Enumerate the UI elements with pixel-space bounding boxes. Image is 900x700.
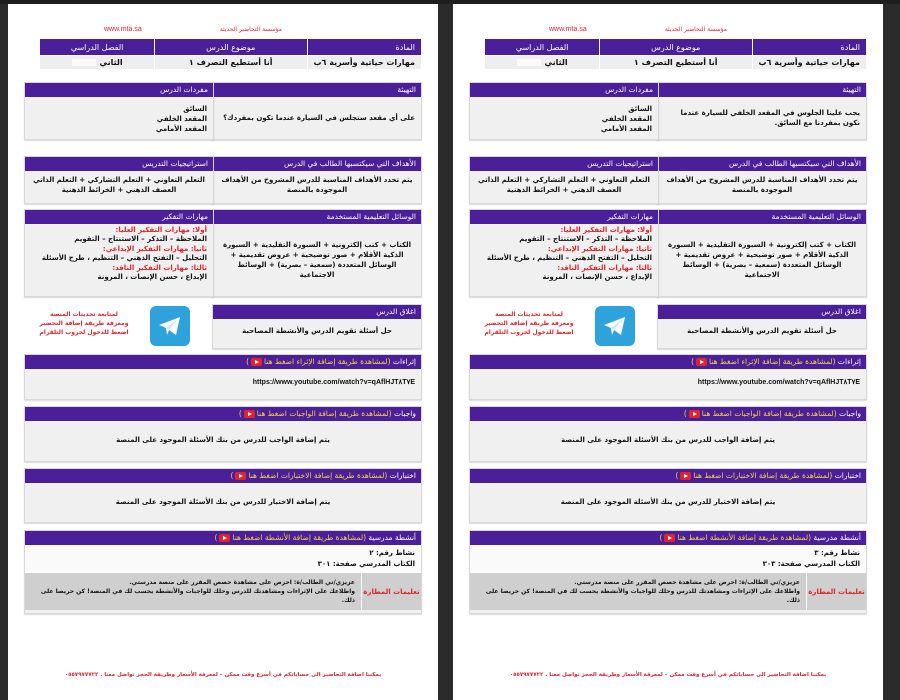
closing-text: حل أسئلة تقويم الدرس والأنشطة المصاحبة	[242, 327, 392, 335]
org-name: مؤسسة التحاضير الحديثة	[219, 26, 282, 33]
homework-header	[25, 407, 421, 421]
homework-link-text: (لمشاهدة طريقة إضافة الواجبات اضغط هنا	[256, 409, 392, 418]
strategies-text: التعلم التعاوني + التعلم التشاركي + التعلم الذاتي العصف الذهني + الخرائط الذهنية	[478, 176, 650, 195]
vocab-box	[24, 82, 214, 140]
youtube-icon	[680, 472, 691, 480]
homework-video-link[interactable]	[684, 409, 837, 418]
telegram-line: لمتابعة تحديثات المنصة	[495, 311, 563, 318]
closing-title: اغلاق الدرس	[658, 305, 866, 319]
activities-label: أنشطة مدرسية	[813, 533, 861, 542]
tests-label: اختبارات	[389, 471, 416, 480]
tests-text: يتم إضافة الاختبار للدرس من بنك الأسئلة الموجود على المنصة	[115, 498, 331, 506]
activity-details	[25, 545, 421, 572]
tests-link-text: (لمشاهدة طريقة إضافة الاختبارات اضغط هنا	[248, 471, 388, 480]
lesson-plan-page	[453, 4, 883, 700]
objectives-title: الأهداف التي سيكتسبها الطالب في الدرس	[213, 157, 421, 171]
activities-box	[24, 530, 422, 614]
enrichment-label: إثراءات	[392, 357, 416, 366]
paren-close: )	[230, 471, 234, 480]
telegram-icon	[158, 316, 182, 336]
strategies-title: استراتيجيات التدريس	[470, 157, 658, 171]
activities-header	[470, 531, 866, 545]
enrichment-box	[469, 354, 867, 400]
vocab-list	[25, 97, 213, 138]
notes-row	[470, 572, 866, 610]
paren-close: )	[683, 409, 687, 418]
enrichment-header	[470, 355, 866, 369]
warmup-box	[212, 82, 422, 140]
telegram-button[interactable]	[150, 306, 190, 346]
enrichment-header	[25, 355, 421, 369]
homework-video-link[interactable]	[239, 409, 392, 418]
redacted-patch	[72, 59, 96, 66]
warmup-box	[657, 82, 867, 140]
tests-video-link[interactable]	[230, 471, 387, 480]
thinking-heading: أولا: مهارات التفكير العليا:	[115, 226, 207, 234]
warmup-text: يجب علينا الجلوس في المقعد الخلفي للسيارة عندما نكون بمفردنا مع السائق.	[680, 108, 860, 127]
semester-header: الفصل الدراسي	[485, 39, 600, 56]
vocab-box	[469, 82, 659, 140]
semester-cell	[40, 56, 155, 70]
thinking-heading: ثانيا: مهارات التفكير الإبداعي:	[547, 244, 652, 253]
thinking-heading: ثانيا: مهارات التفكير الإبداعي:	[102, 244, 207, 253]
closing-box	[212, 304, 422, 349]
enrichment-link-text: (لمشاهدة طريقة إضافة الإثراء اضغط هنا	[709, 357, 836, 366]
paren-close: )	[659, 533, 663, 542]
vocab-item: المقعد الأمامي	[600, 125, 652, 134]
objectives-box	[657, 156, 867, 204]
objectives-text: يتم تحدد الأهداف المناسبة للدرس المشروح من الأهداف الموجودة بالمنصة	[221, 176, 413, 195]
lesson-plan-page	[8, 4, 438, 700]
warmup-title: التهيئة	[213, 83, 421, 97]
thinking-heading: ثالثا: مهارات التفكير الناقد:	[557, 263, 652, 272]
activities-link-text: (لمشاهدة طريقة إضافة الأنشطة اضغط هنا	[232, 533, 367, 542]
strategies-box	[24, 156, 214, 204]
youtube-icon	[251, 358, 262, 366]
tests-label: اختبارات	[834, 471, 861, 480]
site-link[interactable]: www.mta.sa	[104, 26, 142, 33]
enrichment-url[interactable]: https://www.youtube.com/watch?v=qAflHJT٨T٧E	[697, 379, 860, 386]
page-header	[469, 24, 867, 36]
youtube-icon	[219, 534, 230, 542]
page-footer: يمكننا اضافة التحاضير الى حساباتكم في أسرع وقت ممكن – لمعرفة الأسعار وطريقة الحجز تواصل معنا . ٠٥٥٧٩٧٧٧٢٢	[64, 672, 382, 678]
enrichment-video-link[interactable]	[691, 357, 835, 366]
thinking-skills: الإبداع ، حسن الإنصات ، المرونة	[542, 273, 652, 282]
telegram-line: لمتابعة تحديثات المنصة	[50, 311, 118, 318]
semester-value: الثاني	[99, 58, 123, 67]
topic-header: موضوع الدرس	[154, 39, 307, 56]
subject-header: المادة	[752, 39, 866, 56]
telegram-line: ومعرفة طريقة إضافة التحضير	[484, 320, 574, 327]
homework-label: واجبات	[839, 409, 861, 418]
aids-box	[212, 209, 422, 297]
enrichment-link-text: (لمشاهدة طريقة إضافة الإثراء اضغط هنا	[264, 357, 391, 366]
thinking-box	[24, 209, 214, 297]
topic-value: أنا أستطيع التصرف ١	[154, 56, 307, 70]
youtube-icon	[689, 410, 700, 418]
paren-close: )	[214, 533, 218, 542]
notes-line: عزيزي/تي الطالب/ة: احرص على مشاهدة حصص المقرر على منصة مدرستي.	[574, 579, 800, 586]
book-page: الكتاب المدرسي صفحة: ٣٠٣	[762, 559, 860, 568]
vocab-title: مفردات الدرس	[470, 83, 658, 97]
vocab-list	[470, 97, 658, 138]
homework-label: واجبات	[394, 409, 416, 418]
telegram-button[interactable]	[595, 306, 635, 346]
vocab-item: المقعد الأمامي	[155, 125, 207, 134]
thinking-heading: أولا: مهارات التفكير العليا:	[560, 226, 652, 234]
lesson-info-table	[39, 38, 422, 70]
tests-text: يتم إضافة الاختبار للدرس من بنك الأسئلة الموجود على المنصة	[560, 498, 776, 506]
closing-text: حل أسئلة تقويم الدرس والأنشطة المصاحبة	[687, 327, 837, 335]
youtube-icon	[664, 534, 675, 542]
topic-header: موضوع الدرس	[599, 39, 752, 56]
aids-title: الوسائل التعليمية المستخدمة	[658, 210, 866, 224]
vocab-item: السائق	[628, 105, 652, 113]
homework-text: يتم إضافة الواجب للدرس من بنك الأسئلة الموجود على المنصة	[561, 436, 775, 444]
lesson-info-table	[484, 38, 867, 70]
tests-header	[470, 469, 866, 483]
activity-number: نشاط رقم: ٣	[814, 549, 860, 557]
notes-text	[25, 573, 361, 610]
tests-link-text: (لمشاهدة طريقة إضافة الاختبارات اضغط هنا	[693, 471, 833, 480]
thinking-skills: الإبداع ، حسن الإنصات ، المرونة	[97, 273, 207, 282]
vocab-item: السائق	[183, 105, 207, 113]
subject-value: مهارات حياتية وأسرية ٦ب	[752, 56, 866, 70]
paren-close: )	[238, 409, 242, 418]
org-name: مؤسسة التحاضير الحديثة	[664, 26, 727, 33]
paren-close: )	[675, 471, 679, 480]
semester-header: الفصل الدراسي	[40, 39, 155, 56]
page-header	[24, 24, 422, 36]
warmup-text: على أي مقعد ستجلس في السيارة عندما تكون بمفردك؟	[223, 113, 415, 122]
thinking-title: مهارات التفكير	[470, 210, 658, 224]
telegram-line: اضغط للدخول لجروب التلقرام	[39, 329, 129, 336]
notes-row	[25, 572, 421, 610]
homework-text: يتم إضافة الواجب للدرس من بنك الأسئلة الموجود على المنصة	[116, 436, 330, 444]
closing-box	[657, 304, 867, 349]
closing-title: اغلاق الدرس	[213, 305, 421, 319]
enrichment-url[interactable]: https://www.youtube.com/watch?v=qAflHJT٨T٧E	[252, 379, 415, 386]
thinking-skills: التحليل – التفتح الذهني – التنظيم ، طرح الأسئلة	[486, 254, 652, 263]
aids-box	[657, 209, 867, 297]
redacted-patch	[517, 59, 541, 66]
paren-close: )	[246, 357, 250, 366]
aids-text: الكتاب + كتب إلكترونية + السبورة التقليدية + السبورة الذكية الأقلام + صور توضيحية + عروض تقديمية + الوسائل المتعددة (سمعية – بصرية) + الوسائط الاجتماعية	[667, 240, 857, 280]
paren-close: )	[691, 357, 695, 366]
activities-box	[469, 530, 867, 614]
semester-value: الثاني	[544, 58, 568, 67]
activity-details	[470, 545, 866, 572]
tests-video-link[interactable]	[675, 471, 832, 480]
site-link[interactable]: www.mta.sa	[549, 26, 587, 33]
thinking-lines	[470, 224, 658, 287]
telegram-line: ومعرفة طريقة إضافة التحضير	[39, 320, 129, 327]
tests-box	[24, 468, 422, 523]
notes-line: واطلاعك على الإثراءات ومشاهدتك للدرس وحلك للواجبات والأنشطة يحسب لك في المنصة! كن حريصا على ذلك.	[485, 588, 800, 604]
enrichment-video-link[interactable]	[246, 357, 390, 366]
thinking-lines	[25, 224, 213, 287]
strategies-box	[469, 156, 659, 204]
aids-text: الكتاب + كتب إلكترونية + السبورة التقليدية + السبورة الذكية الأقلام + صور توضيحية + عروض تقديمية + الوسائل المتعددة (سمعية – بصرية) + الوسائط الاجتماعية	[222, 240, 412, 280]
notes-label: تعليمات المطارة	[806, 573, 866, 610]
objectives-title: الأهداف التي سيكتسبها الطالب في الدرس	[658, 157, 866, 171]
telegram-line: اضغط للدخول لجروب التلقرام	[484, 329, 574, 336]
activities-header	[25, 531, 421, 545]
thinking-skills: الملاحظة – التذكر – الاستنتاج – التقويم	[74, 235, 207, 244]
page-footer: يمكننا اضافة التحاضير الى حساباتكم في أسرع وقت ممكن – لمعرفة الأسعار وطريقة الحجز تواصل معنا . ٠٥٥٧٩٧٧٧٢٢	[509, 672, 827, 678]
tests-header	[25, 469, 421, 483]
homework-link-text: (لمشاهدة طريقة إضافة الواجبات اضغط هنا	[701, 409, 837, 418]
enrichment-label: إثراءات	[837, 357, 861, 366]
activities-link-text: (لمشاهدة طريقة إضافة الأنشطة اضغط هنا	[677, 533, 812, 542]
objectives-text: يتم تحدد الأهداف المناسبة للدرس المشروح من الأهداف الموجودة بالمنصة	[666, 176, 858, 195]
youtube-icon	[696, 358, 707, 366]
strategies-title: استراتيجيات التدريس	[25, 157, 213, 171]
vocab-title: مفردات الدرس	[25, 83, 213, 97]
homework-header	[470, 407, 866, 421]
aids-title: الوسائل التعليمية المستخدمة	[213, 210, 421, 224]
youtube-icon	[244, 410, 255, 418]
subject-header: المادة	[307, 39, 421, 56]
tests-box	[469, 468, 867, 523]
vocab-item: المقعد الخلفي	[601, 115, 652, 124]
thinking-title: مهارات التفكير	[25, 210, 213, 224]
activities-video-link[interactable]	[214, 533, 366, 542]
activities-video-link[interactable]	[659, 533, 811, 542]
homework-box	[469, 406, 867, 462]
telegram-caption[interactable]	[34, 310, 134, 337]
telegram-caption[interactable]	[479, 310, 579, 337]
vocab-item: المقعد الخلفي	[156, 115, 207, 124]
notes-label: تعليمات المطارة	[361, 573, 421, 610]
notes-line: عزيزي/تي الطالب/ة: احرص على مشاهدة حصص المقرر على منصة مدرستي.	[129, 579, 355, 586]
enrichment-box	[24, 354, 422, 400]
subject-value: مهارات حياتية وأسرية ٦ب	[307, 56, 421, 70]
youtube-icon	[235, 472, 246, 480]
notes-line: واطلاعك على الإثراءات ومشاهدتك للدرس وحلك للواجبات والأنشطة يحسب لك في المنصة! كن حريصا على ذلك.	[40, 588, 355, 604]
thinking-skills: الملاحظة – التذكر – الاستنتاج – التقويم	[519, 235, 652, 244]
telegram-icon	[603, 316, 627, 336]
homework-box	[24, 406, 422, 462]
activity-number: نشاط رقم: ٢	[369, 549, 415, 557]
book-page: الكتاب المدرسي صفحة: ٣٠١	[317, 559, 415, 568]
strategies-text: التعلم التعاوني + التعلم التشاركي + التعلم الذاتي العصف الذهني + الخرائط الذهنية	[33, 176, 205, 195]
semester-cell	[485, 56, 600, 70]
thinking-heading: ثالثا: مهارات التفكير الناقد:	[112, 263, 207, 272]
thinking-skills: التحليل – التفتح الذهني – التنظيم ، طرح الأسئلة	[41, 254, 207, 263]
activities-label: أنشطة مدرسية	[368, 533, 416, 542]
warmup-title: التهيئة	[658, 83, 866, 97]
topic-value: أنا أستطيع التصرف ١	[599, 56, 752, 70]
notes-text	[470, 573, 806, 610]
thinking-box	[469, 209, 659, 297]
objectives-box	[212, 156, 422, 204]
